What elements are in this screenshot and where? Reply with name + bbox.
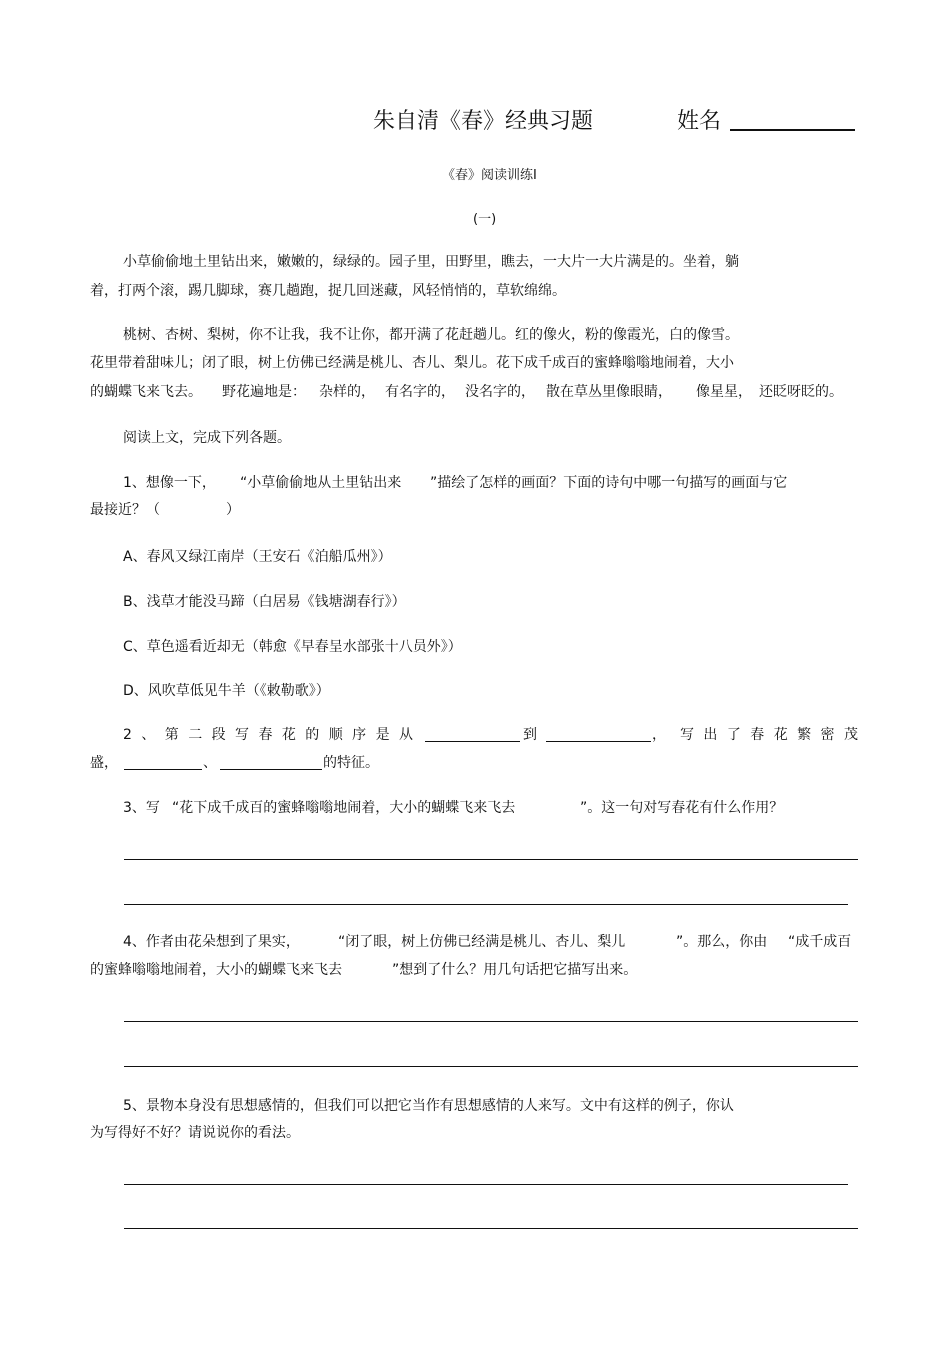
passage-p1-line1: 小草偷偷地土里钻出来，嫩嫩的，绿绿的。园子里，田野里，瞧去，一大片一大片满是的。坐着，躺: [123, 254, 739, 270]
q3-quote: “花下成千成百的蜜蜂嗡嗡地闹着，大小的蝴蝶飞来飞去: [172, 800, 516, 816]
q2-char: 第: [164, 727, 179, 743]
q1-answer-slot[interactable]: [170, 500, 220, 520]
q2-to: 到: [523, 727, 537, 743]
q2-char: 密: [820, 727, 835, 743]
q2-line2-a: 盛，: [90, 755, 118, 771]
q1-line2-b: ）: [226, 502, 240, 518]
q4-answer-line-2[interactable]: [124, 1066, 858, 1067]
q2-blank-from[interactable]: [425, 741, 520, 742]
passage-p2-line3-h: 还眨呀眨的。: [759, 384, 843, 400]
q1-text-c: ”描绘了怎样的画面？下面的诗句中哪一句描写的画面与它: [430, 475, 788, 491]
q1-option-d: D、风吹草低见牛羊（《敕勒歌》）: [123, 683, 330, 699]
passage-p1-line2: 着，打两个滚，踢几脚球，赛几趟跑，捉几回迷藏，风轻悄悄的，草软绵绵。: [90, 283, 566, 299]
q2-char: 二: [188, 727, 203, 743]
q2-char: 的: [305, 727, 320, 743]
q4-text-d: “成千成百: [788, 934, 852, 950]
q2-char: 出: [703, 727, 718, 743]
name-label: 姓名: [677, 109, 722, 134]
q1-option-c: C、草色遥看近却无（韩愈《早春呈水部张十八员外》）: [123, 639, 462, 655]
q5-answer-line-1[interactable]: [124, 1184, 848, 1185]
q4-line2-a: 的蜜蜂嗡嗡地闹着，大小的蝴蝶飞来飞去: [90, 962, 342, 978]
passage-p2-line3-a: 的蝴蝶飞来飞去。: [90, 384, 202, 400]
q4-text-c: ”。那么，你由: [676, 934, 768, 950]
q2-blank-to[interactable]: [546, 741, 651, 742]
q2-char: 写: [235, 727, 250, 743]
passage-p2-line3-b: 野花遍地是：: [222, 384, 306, 400]
q2-char: 从: [398, 727, 413, 743]
q2-line1-head: [123, 728, 413, 742]
q4-quote: “闭了眼，树上仿佛已经满是桃儿、杏儿、梨儿: [338, 934, 626, 950]
q1-option-b: B、浅草才能没马蹄（白居易《钱塘湖春行》）: [123, 594, 406, 610]
q3-text-a: 3、写: [123, 800, 160, 816]
section-number: (一): [473, 212, 497, 227]
q4-answer-line-1[interactable]: [124, 1021, 858, 1022]
q2-blank-feature-1[interactable]: [124, 769, 202, 770]
q2-line1-tail: [680, 728, 858, 742]
q2-char: 段: [211, 727, 226, 743]
passage-p2-line3-f: 散在草丛里像眼睛，: [546, 384, 672, 400]
passage-p2-line3-e: 没名字的，: [465, 384, 535, 400]
q4-line2-b: ”想到了什么？用几句话把它描写出来。: [392, 962, 638, 978]
q2-char: 、: [141, 727, 156, 743]
passage-p2-line1: 桃树、杏树、梨树，你不让我，我不让你，都开满了花赶趟儿。红的像火，粉的像霞光，白的像雪。: [123, 327, 739, 343]
passage-p2-line2: 花里带着甜味儿；闭了眼，树上仿佛已经满是桃儿、杏儿、梨儿。花下成千成百的蜜蜂嗡嗡地闹着，大小: [90, 355, 734, 371]
q2-char: 是: [375, 727, 390, 743]
page-title: 朱自清《春》经典习题: [373, 109, 594, 134]
q2-char: 2: [123, 727, 132, 743]
q2-blank-feature-2[interactable]: [220, 769, 322, 770]
q5-line2: 为写得好不好？请说说你的看法。: [90, 1125, 300, 1141]
q5-answer-line-2[interactable]: [124, 1228, 858, 1229]
subtitle: 《春》阅读训练Ⅰ: [442, 168, 537, 183]
passage-p2-line3-c: 杂样的，: [319, 384, 375, 400]
q2-char: 春: [258, 727, 273, 743]
q5-line1: 5、景物本身没有思想感情的，但我们可以把它当作有思想感情的人来写。文中有这样的例子，你认: [123, 1098, 734, 1114]
name-blank[interactable]: [730, 129, 855, 131]
q2-char: 茂: [843, 727, 858, 743]
q3-answer-line-2[interactable]: [124, 904, 848, 905]
q2-comma: ，: [652, 727, 666, 743]
q2-char: 花: [281, 727, 296, 743]
q2-char: 序: [352, 727, 367, 743]
q1-quote: “小草偷偷地从土里钻出来: [240, 475, 402, 491]
instruction: 阅读上文，完成下列各题。: [123, 430, 291, 446]
q2-char: 了: [726, 727, 741, 743]
q2-line2-end: 的特征。: [323, 755, 379, 771]
q2-char: 繁: [797, 727, 812, 743]
passage-p2-line3-g: 像星星，: [696, 384, 752, 400]
q1-line2-a: 最接近？（: [90, 502, 160, 518]
q4-text-a: 4、作者由花朵想到了果实，: [123, 934, 300, 950]
q2-char: 顺: [328, 727, 343, 743]
q1-text-a: 1、想像一下，: [123, 475, 216, 491]
passage-p2-line3-d: 有名字的，: [385, 384, 455, 400]
q2-char: 春: [750, 727, 765, 743]
q2-char: 花: [773, 727, 788, 743]
q3-answer-line-1[interactable]: [124, 859, 858, 860]
q3-text-c: ”。这一句对写春花有什么作用？: [580, 800, 784, 816]
q2-char: 写: [680, 727, 694, 743]
q2-line2-sep: 、: [203, 755, 217, 771]
q1-option-a: A、春风又绿江南岸（王安石《泊船瓜州》）: [123, 549, 392, 565]
